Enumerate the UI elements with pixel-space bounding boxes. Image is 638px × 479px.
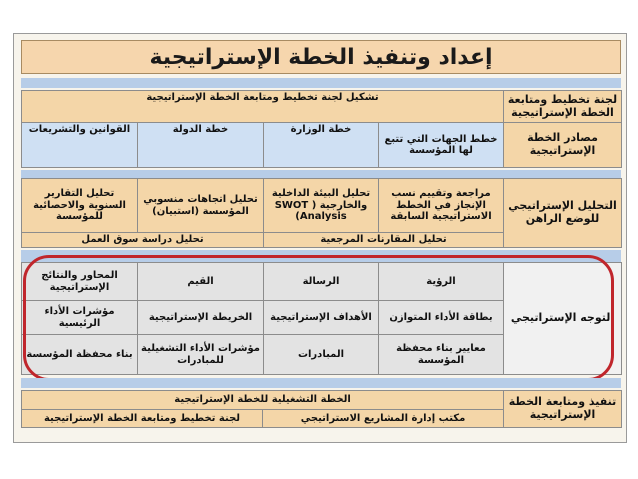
sources-cell-4: القوانين والتشريعات (22, 123, 138, 168)
execution-line2-a: مكتب إدارة المشاريع الاستراتيجي (263, 409, 504, 428)
direction-portfolio-build: بناء محفظة المؤسسة (22, 335, 138, 375)
sources-label: مصادر الخطة الإستراتيجية (504, 123, 622, 168)
analysis-wide-2: تحليل دراسة سوق العمل (22, 233, 264, 248)
execution-line1: الخطة التشغيلية للخطة الإستراتيجية (22, 391, 504, 410)
sources-cell-2: خطة الوزارة (264, 123, 379, 168)
direction-axes: المحاور والنتائج الإستراتيجية (22, 263, 138, 301)
execution-row (21, 390, 622, 428)
analysis-row (21, 178, 622, 248)
sources-cell-1: خطط الجهات التي تتبع لها المؤسسة (379, 123, 504, 168)
analysis-cell-4: تحليل التقارير السنوية والاحصائية للمؤسسة (22, 179, 138, 233)
direction-values: القيم (138, 263, 264, 301)
direction-vision: الرؤية (379, 263, 504, 301)
direction-initiatives: المبادرات (264, 335, 379, 375)
analysis-cell-3: تحليل اتجاهات منسوبي المؤسسة (استبيان) (138, 179, 264, 233)
committee-row (21, 90, 622, 123)
direction-portfolio-criteria: معايير بناء محفظة المؤسسة (379, 335, 504, 375)
divider-strip-3 (21, 170, 621, 178)
direction-label: التوجه الإستراتيجي (504, 263, 622, 375)
sources-cell-3: خطة الدولة (138, 123, 264, 168)
analysis-cell-2: تحليل البيئة الداخلية والخارجية ( SWOT Analysis) (264, 179, 379, 233)
analysis-wide-1: تحليل المقارنات المرجعية (264, 233, 504, 248)
sources-row (21, 122, 622, 168)
divider-strip-top (21, 78, 621, 88)
analysis-label: التحليل الإستراتيجي للوضع الراهن (504, 179, 622, 248)
execution-label: تنفيذ ومتابعة الخطة الإستراتيجية (504, 391, 622, 428)
divider-strip-4 (21, 250, 621, 262)
execution-line2-b: لجنة تخطيط ومتابعة الخطة الإستراتيجية (22, 409, 263, 428)
slide-title: إعداد وتنفيذ الخطة الإستراتيجية (149, 44, 493, 70)
analysis-cell-1: مراجعة وتقييم نسب الإنجاز في الخطط الاستراتيجية السابقة (379, 179, 504, 233)
committee-label: لجنة تخطيط ومتابعة الخطة الإستراتيجية (504, 91, 622, 123)
direction-objectives: الأهداف الإستراتيجية (264, 301, 379, 335)
direction-bsc: بطاقة الأداء المتوازن (379, 301, 504, 335)
committee-content: تشكيل لجنة تخطيط ومتابعة الخطة الإستراتيجية (22, 91, 504, 123)
divider-strip-5 (21, 378, 621, 388)
direction-operational-kpis: مؤشرات الأداء التشغيلية للمبادرات (138, 335, 264, 375)
direction-mission: الرسالة (264, 263, 379, 301)
direction-block (21, 262, 622, 375)
direction-map: الخريطة الإستراتيجية (138, 301, 264, 335)
direction-kpis: مؤشرات الأداء الرئيسية (22, 301, 138, 335)
